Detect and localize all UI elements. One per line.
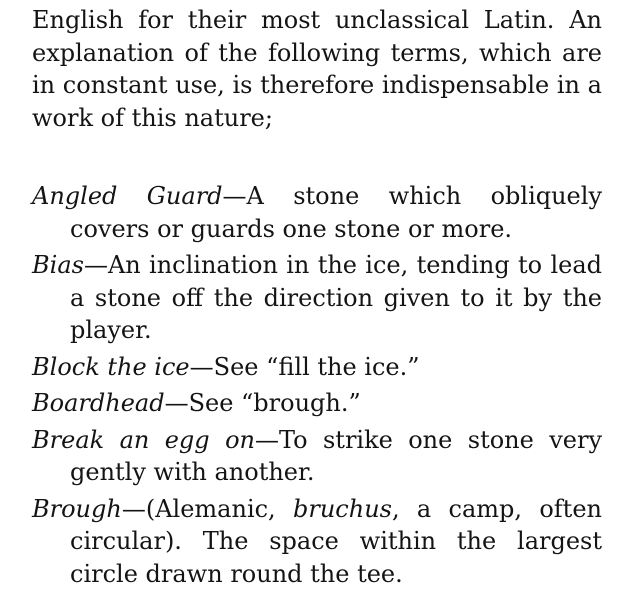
glossary-term: Angled Guard: [32, 182, 223, 210]
glossary-entry-brough: [32, 493, 602, 591]
glossary-term: Bias: [32, 251, 84, 279]
glossary-definition: —A stone which obliquely covers or guards one stone or more.: [70, 182, 602, 243]
definition-latin-word: bruchus: [293, 494, 392, 523]
glossary-term: Break an egg on: [32, 425, 255, 454]
glossary-definition: —See “fill the ice.”: [189, 352, 420, 381]
document-page: [32, 4, 602, 594]
glossary-entry-angled-guard: [32, 180, 602, 245]
intro-paragraph: English for their most unclassical Latin. An explanation of the following terms, which are in constant use, is therefore indispensable in a work of this nature;: [32, 6, 602, 132]
glossary-definition: —An inclination in the ice, tending to lead a stone off the direction given to it by the player.: [70, 251, 602, 344]
glossary-entry-break-an-egg-on: [32, 424, 602, 489]
definition-text: , a camp, often circular). The space within the largest circle drawn round the tee.: [70, 494, 602, 588]
glossary-term: Boardhead: [32, 389, 165, 417]
glossary-entry-boardhead: [32, 387, 602, 420]
glossary-definition: —See “brough.”: [164, 389, 361, 417]
glossary-entry-bias: [32, 249, 602, 347]
definition-text: —(Alemanic,: [121, 494, 293, 523]
glossary-entry-block-the-ice: [32, 351, 602, 384]
glossary-definition: [70, 495, 602, 588]
glossary-term: Brough: [32, 494, 122, 523]
glossary-list: [32, 180, 602, 590]
glossary-definition: —To strike one stone very gently with another.: [70, 425, 603, 486]
glossary-term: Block the ice: [32, 352, 190, 381]
